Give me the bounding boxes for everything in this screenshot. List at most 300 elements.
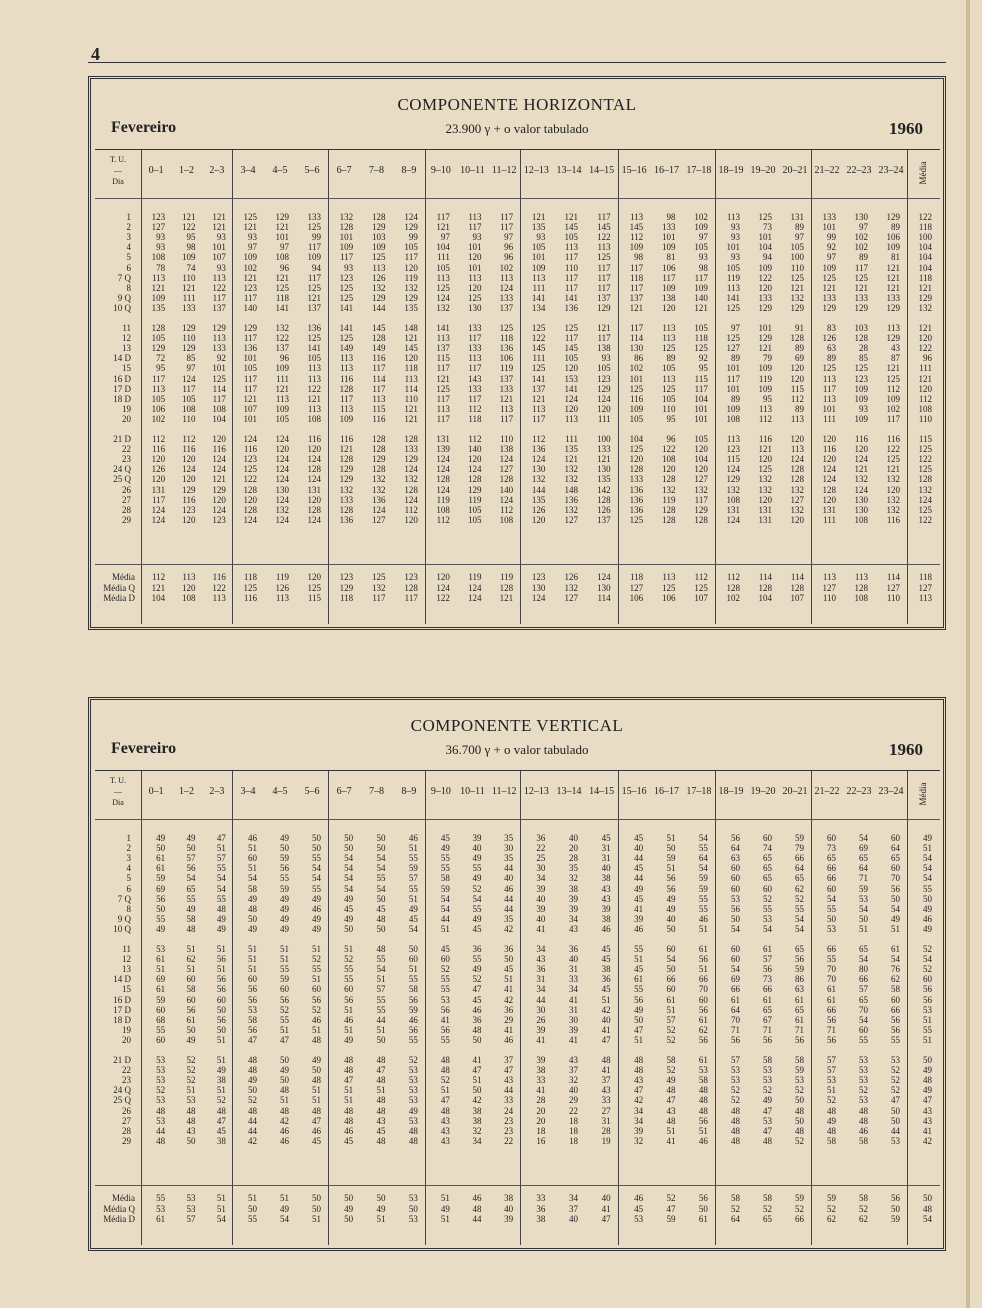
- table-cell: 124: [436, 464, 450, 475]
- table-cell: 30: [536, 863, 546, 874]
- table-cell: 89: [891, 222, 900, 233]
- footer-cell: 117: [372, 593, 386, 603]
- daily-mean-cell: 110: [918, 413, 932, 424]
- table-cell: 105: [564, 353, 578, 364]
- table-cell: 59: [440, 883, 450, 894]
- table-cell: 101: [694, 413, 708, 424]
- table-cell: 125: [243, 464, 257, 475]
- table-cell: 116: [629, 393, 644, 404]
- table-cell: 63: [795, 984, 804, 995]
- table-cell: 53: [827, 923, 836, 934]
- table-cell: 49: [344, 913, 354, 924]
- day-label: 14 D: [113, 974, 131, 985]
- table-cell: 60: [731, 883, 740, 894]
- table-cell: 71: [731, 1024, 740, 1035]
- footer-cell: 50: [891, 1203, 900, 1214]
- table-cell: 60: [731, 863, 740, 874]
- table-cell: 22: [536, 843, 546, 854]
- table-cell: 113: [212, 272, 226, 283]
- table-cell: 51: [186, 1085, 196, 1096]
- table-cell: 51: [440, 1085, 450, 1096]
- table-cell: 93: [731, 252, 740, 263]
- table-cell: 120: [597, 403, 611, 414]
- table-cell: 119: [468, 494, 482, 505]
- hour-column-header: 22–23: [846, 165, 872, 176]
- footer-cell: 120: [436, 572, 450, 582]
- table-cell: 121: [531, 393, 546, 404]
- table-cell: 121: [436, 373, 450, 384]
- table-cell: 49: [156, 923, 166, 934]
- footer-cell: 125: [694, 582, 708, 593]
- table-cell: 34: [569, 913, 578, 924]
- tu-header-line: T. U.: [109, 776, 127, 785]
- table-cell: 47: [891, 1095, 900, 1106]
- footer-cell: 50: [312, 1193, 321, 1203]
- table-cell: 149: [339, 343, 354, 354]
- day-label: 9 Q: [117, 913, 131, 924]
- table-cell: 137: [531, 383, 546, 394]
- daily-mean-cell: 46: [923, 913, 932, 924]
- table-cell: 70: [827, 964, 836, 975]
- table-cell: 121: [151, 282, 166, 293]
- table-cell: 56: [731, 833, 740, 843]
- footer-cell: 118: [629, 572, 644, 582]
- table-cell: 58: [795, 1055, 804, 1065]
- table-cell: 52: [795, 893, 804, 904]
- table-cell: 109: [531, 262, 546, 273]
- table-cell: 105: [790, 242, 804, 253]
- table-cell: 46: [698, 913, 708, 924]
- table-cell: 129: [372, 292, 386, 303]
- table-cell: 51: [666, 1125, 676, 1136]
- table-cell: 41: [634, 903, 644, 914]
- table-cell: 104: [758, 242, 772, 253]
- footer-cell: 112: [726, 572, 740, 582]
- table-cell: 59: [408, 1004, 418, 1015]
- footer-cell: 107: [790, 593, 804, 603]
- table-cell: 49: [891, 913, 900, 924]
- table-cell: 53: [763, 1075, 772, 1086]
- footer-cell: 47: [601, 1214, 611, 1224]
- table-cell: 120: [404, 353, 418, 364]
- day-label: 6: [126, 883, 131, 894]
- day-label: 2: [126, 222, 131, 233]
- table-cell: 46: [280, 1125, 289, 1136]
- table-cell: 54: [344, 853, 354, 864]
- table-cell: 128: [790, 474, 804, 485]
- table-cell: 109: [758, 363, 772, 374]
- table-cell: 121: [182, 212, 196, 222]
- table-cell: 120: [212, 434, 226, 444]
- footer-cell: 55: [248, 1214, 257, 1224]
- table-cell: 120: [564, 363, 578, 374]
- table-cell: 121: [854, 464, 868, 475]
- daily-mean-cell: 111: [919, 363, 932, 374]
- column-group-divider: [520, 150, 521, 624]
- table-cell: 133: [499, 383, 514, 394]
- table-cell: 93: [601, 353, 611, 364]
- table-cell: 109: [275, 403, 289, 414]
- table-cell: 56: [698, 1115, 708, 1126]
- daily-mean-cell: 112: [918, 393, 932, 404]
- table-cell: 50: [186, 1135, 196, 1146]
- table-cell: 131: [151, 484, 166, 495]
- table-cell: 55: [312, 883, 321, 894]
- table-cell: 108: [212, 403, 226, 414]
- hour-column-header: 8–9: [401, 786, 417, 797]
- footer-cell: 53: [408, 1214, 418, 1224]
- table-cell: 51: [312, 974, 321, 985]
- table-cell: 50: [827, 913, 836, 924]
- table-cell: 51: [408, 893, 418, 904]
- footer-cell: 58: [731, 1193, 740, 1203]
- column-group-divider: [328, 771, 329, 1245]
- table-cell: 56: [440, 1024, 450, 1035]
- day-label: 5: [126, 873, 131, 884]
- table-cell: 97: [698, 232, 708, 243]
- table-cell: 128: [243, 504, 257, 515]
- table-cell: 49: [827, 1115, 836, 1126]
- table-cell: 51: [634, 954, 644, 965]
- table-cell: 33: [569, 974, 578, 985]
- table-cell: 59: [666, 853, 676, 864]
- table-cell: 18: [569, 1115, 578, 1126]
- daily-mean-cell: 121: [918, 373, 932, 384]
- hour-column-header: 7–8: [369, 786, 384, 797]
- table-cell: 116: [243, 444, 257, 455]
- table-cell: 121: [404, 333, 418, 344]
- table-cell: 121: [886, 464, 900, 475]
- footer-cell: 49: [440, 1203, 450, 1214]
- table-cell: 68: [156, 1014, 166, 1025]
- table-cell: 56: [216, 954, 226, 965]
- table-cell: 125: [339, 292, 354, 303]
- table-cell: 49: [312, 893, 321, 904]
- table-cell: 117: [597, 333, 611, 344]
- media-column-header: Média: [918, 161, 928, 185]
- table-cell: 95: [763, 393, 772, 404]
- table-cell: 133: [307, 212, 321, 222]
- footer-cell: 49: [344, 1203, 354, 1214]
- table-cell: 46: [601, 923, 611, 934]
- table-cell: 86: [634, 353, 644, 364]
- table-cell: 101: [212, 242, 226, 253]
- table-cell: 117: [629, 262, 644, 273]
- table-cell: 49: [216, 1065, 226, 1076]
- table-cell: 120: [151, 474, 166, 485]
- table-cell: 117: [372, 383, 386, 394]
- table-cell: 65: [859, 994, 868, 1005]
- table-cell: 127: [726, 343, 740, 354]
- footer-cell: 124: [531, 593, 546, 603]
- table-cell: 113: [758, 403, 772, 414]
- table-cell: 51: [186, 944, 196, 954]
- table-cell: 42: [248, 1135, 257, 1146]
- daily-mean-cell: 129: [918, 292, 932, 303]
- table-cell: 51: [248, 944, 257, 954]
- table-cell: 124: [468, 464, 482, 475]
- table-cell: 125: [662, 343, 676, 354]
- table-cell: 117: [564, 282, 578, 293]
- table-cell: 66: [763, 984, 772, 995]
- table-cell: 133: [758, 292, 772, 303]
- footer-cell: 124: [436, 582, 450, 593]
- daily-mean-cell: 125: [918, 444, 932, 455]
- table-cell: 100: [597, 434, 611, 444]
- footer-cell: 112: [151, 572, 166, 582]
- table-cell: 49: [280, 833, 289, 843]
- table-cell: 44: [440, 913, 450, 924]
- table-cell: 108: [726, 494, 740, 505]
- table-cell: 46: [312, 903, 321, 914]
- table-cell: 52: [408, 1055, 418, 1065]
- table-cell: 46: [344, 1125, 354, 1136]
- table-cell: 60: [344, 984, 354, 995]
- table-cell: 128: [372, 464, 386, 475]
- table-cell: 109: [758, 383, 772, 394]
- hour-column-header: 6–7: [336, 786, 352, 797]
- table-cell: 129: [243, 323, 257, 333]
- table-cell: 145: [531, 343, 546, 354]
- table-cell: 130: [531, 464, 546, 475]
- table-cell: 124: [275, 514, 289, 525]
- table-cell: 41: [569, 994, 578, 1005]
- table-cell: 57: [827, 1065, 836, 1076]
- table-cell: 128: [404, 434, 418, 444]
- table-cell: 53: [859, 1065, 868, 1076]
- table-cell: 32: [634, 1135, 644, 1146]
- hour-column-header: 0–1: [148, 165, 164, 176]
- table-cell: 38: [569, 883, 578, 894]
- footer-cell: 58: [859, 1193, 868, 1203]
- footer-cell: 52: [827, 1203, 836, 1214]
- table-cell: 137: [499, 302, 514, 313]
- table-cell: 50: [344, 843, 354, 854]
- table-cell: 121: [758, 444, 772, 455]
- table-cell: 124: [243, 514, 257, 525]
- table-cell: 41: [536, 1085, 546, 1096]
- table-cell: 53: [698, 1065, 708, 1076]
- table-cell: 48: [440, 1055, 450, 1065]
- table-cell: 121: [212, 474, 226, 485]
- table-cell: 45: [634, 863, 644, 874]
- table-cell: 60: [827, 833, 836, 843]
- table-cell: 121: [436, 222, 450, 233]
- day-label: 14 D: [113, 353, 131, 364]
- footer-cell: 54: [280, 1214, 289, 1224]
- table-cell: 132: [564, 464, 578, 475]
- table-cell: 104: [694, 393, 708, 404]
- table-cell: 71: [763, 1024, 772, 1035]
- day-label: 7 Q: [117, 893, 131, 904]
- table-cell: 144: [531, 484, 546, 495]
- table-cell: 65: [763, 873, 772, 884]
- table-cell: 135: [404, 302, 418, 313]
- table-cell: 51: [859, 923, 868, 934]
- table-cell: 113: [662, 333, 676, 344]
- table-cell: 113: [212, 333, 226, 344]
- table-cell: 112: [436, 514, 450, 525]
- day-label: 10 Q: [113, 923, 131, 934]
- table-cell: 114: [404, 383, 418, 394]
- footer-cell: 62: [859, 1214, 868, 1224]
- table-cell: 145: [564, 343, 578, 354]
- table-cell: 48: [216, 1105, 226, 1116]
- day-label: 2: [126, 843, 131, 854]
- footer-cell: 37: [569, 1203, 578, 1214]
- footer-cell: 51: [248, 1193, 257, 1203]
- table-cell: 49: [248, 923, 257, 934]
- table-cell: 121: [694, 302, 708, 313]
- table-cell: 136: [499, 343, 514, 354]
- table-cell: 70: [698, 984, 708, 995]
- table-cell: 54: [186, 873, 196, 884]
- table-cell: 50: [344, 833, 354, 843]
- table-cell: 60: [666, 984, 676, 995]
- table-cell: 120: [243, 494, 257, 505]
- table-cell: 137: [597, 514, 611, 525]
- footer-cell: 120: [307, 572, 321, 582]
- daily-mean-cell: 118: [918, 222, 932, 233]
- table-cell: 124: [212, 464, 226, 475]
- table-cell: 113: [404, 373, 418, 384]
- table-cell: 41: [569, 1034, 578, 1045]
- table-cell: 112: [499, 504, 514, 515]
- table-cell: 20: [569, 843, 578, 854]
- table-cell: 117: [532, 413, 546, 424]
- table-cell: 52: [186, 1065, 196, 1076]
- hour-column-header: 18–19: [718, 165, 744, 176]
- table-cell: 54: [216, 883, 226, 894]
- table-cell: 46: [408, 1014, 418, 1025]
- table-cell: 27: [601, 1105, 611, 1116]
- table-cell: 45: [634, 833, 644, 843]
- table-cell: 117: [339, 252, 354, 263]
- footer-cell: 61: [156, 1214, 166, 1224]
- footer-cell: 128: [758, 582, 772, 593]
- table-cell: 51: [216, 1034, 226, 1045]
- footer-cell: 34: [569, 1193, 578, 1203]
- daily-mean-cell: 121: [918, 282, 932, 293]
- table-cell: 93: [859, 403, 868, 414]
- table-cell: 41: [601, 1024, 611, 1035]
- table-cell: 140: [243, 302, 257, 313]
- table-cell: 93: [216, 262, 226, 273]
- table-cell: 56: [216, 984, 226, 995]
- table-cell: 98: [634, 252, 644, 263]
- table-cell: 51: [216, 944, 226, 954]
- table-cell: 129: [597, 302, 611, 313]
- footer-cell: 51: [376, 1214, 386, 1224]
- table-cell: 129: [758, 333, 772, 344]
- table-cell: 55: [376, 873, 386, 884]
- table-cell: 109: [243, 252, 257, 263]
- table-cell: 117: [436, 413, 450, 424]
- table-cell: 94: [312, 262, 321, 273]
- table-cell: 113: [790, 444, 804, 455]
- table-cell: 140: [694, 292, 708, 303]
- table-cell: 121: [564, 454, 578, 465]
- table-cell: 129: [468, 484, 482, 495]
- table-cell: 102: [694, 212, 708, 222]
- day-label: 20: [122, 1034, 131, 1045]
- table-cell: 128: [339, 504, 354, 515]
- table-cell: 50: [280, 1075, 289, 1086]
- table-cell: 101: [694, 403, 708, 414]
- table-cell: 60: [216, 994, 226, 1005]
- base-value-subtitle: 36.700 γ + o valor tabulado: [445, 742, 589, 757]
- footer-cell: 122: [436, 593, 450, 603]
- footer-cell: 50: [376, 1193, 386, 1203]
- table-cell: 120: [790, 434, 804, 444]
- table-cell: 132: [436, 302, 450, 313]
- table-cell: 121: [275, 222, 289, 233]
- table-cell: 60: [408, 954, 418, 965]
- table-cell: 130: [597, 464, 611, 475]
- table-cell: 50: [280, 843, 289, 854]
- table-cell: 44: [248, 1125, 257, 1136]
- table-cell: 125: [886, 454, 900, 465]
- footer-cell: 39: [504, 1214, 514, 1224]
- footer-cell: 56: [891, 1193, 900, 1203]
- table-cell: 38: [601, 873, 611, 884]
- table-cell: 113: [822, 393, 836, 404]
- table-cell: 51: [376, 1085, 386, 1096]
- footer-divider: [95, 564, 940, 565]
- table-cell: 106: [151, 403, 166, 414]
- table-cell: 36: [601, 974, 611, 985]
- table-cell: 113: [564, 413, 578, 424]
- table-cell: 57: [408, 873, 418, 884]
- table-cell: 31: [569, 964, 578, 975]
- hour-column-header: 16–17: [654, 786, 679, 797]
- day-label: 16 D: [113, 994, 131, 1005]
- daily-mean-cell: 124: [918, 494, 932, 505]
- table-cell: 120: [758, 494, 772, 505]
- table-cell: 145: [404, 343, 418, 354]
- table-cell: 109: [854, 383, 868, 394]
- table-cell: 22: [569, 1105, 578, 1116]
- table-cell: 45: [601, 984, 611, 995]
- table-cell: 112: [468, 403, 482, 414]
- table-cell: 137: [212, 302, 226, 313]
- table-cell: 60: [156, 1004, 166, 1015]
- table-cell: 48: [731, 1135, 740, 1146]
- tu-header-line: —: [114, 787, 122, 796]
- table-cell: 56: [731, 1034, 740, 1045]
- table-cell: 53: [859, 1055, 868, 1065]
- table-cell: 120: [822, 434, 836, 444]
- footer-cell: 122: [212, 582, 226, 593]
- table-cell: 119: [404, 272, 418, 283]
- day-label: 17 D: [113, 383, 131, 394]
- table-cell: 115: [694, 373, 708, 384]
- footer-cell: 59: [827, 1193, 836, 1203]
- table-cell: 56: [216, 1014, 226, 1025]
- table-cell: 135: [531, 494, 546, 505]
- table-cell: 48: [827, 1125, 836, 1136]
- table-cell: 48: [472, 1024, 482, 1035]
- daily-mean-cell: 54: [923, 954, 932, 965]
- table-cell: 133: [212, 343, 226, 354]
- table-cell: 52: [186, 1055, 196, 1065]
- table-cell: 48: [376, 1135, 386, 1146]
- table-cell: 78: [156, 262, 166, 273]
- table-cell: 97: [280, 242, 289, 253]
- table-cell: 66: [827, 863, 836, 874]
- table-cell: 58: [408, 984, 418, 995]
- table-cell: 51: [666, 1004, 676, 1015]
